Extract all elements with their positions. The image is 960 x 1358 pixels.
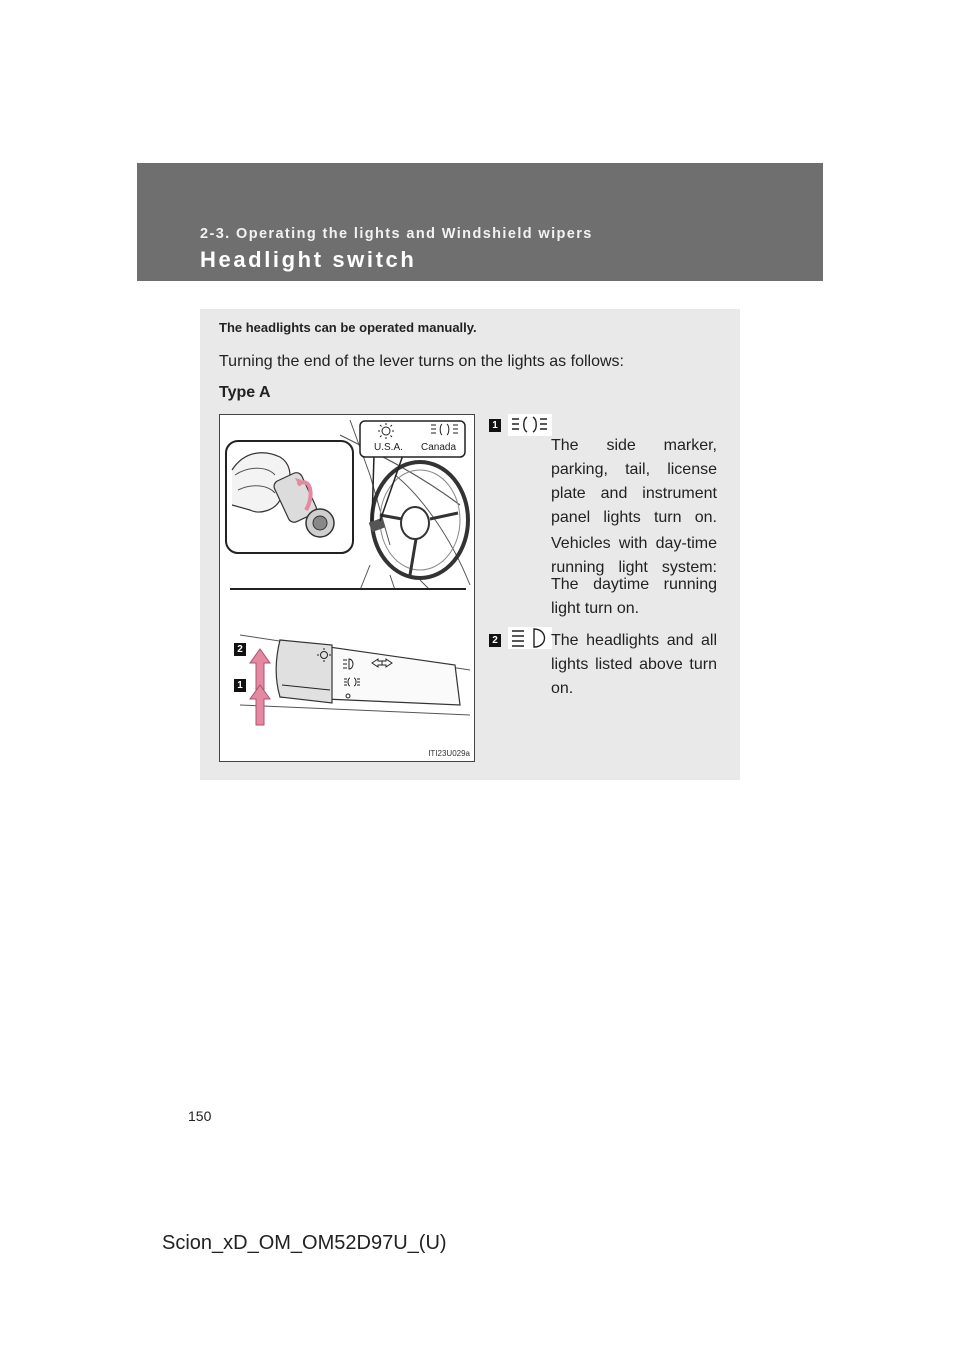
item-1-drl-note: Vehicles with day-time running light system: bbox=[551, 535, 717, 576]
page-number: 150 bbox=[188, 1108, 212, 1124]
page-title: Headlight switch bbox=[200, 247, 417, 272]
side-marker-lights-icon bbox=[508, 414, 552, 436]
arrow-badge-1: 1 bbox=[234, 679, 246, 692]
item-1-description: The side marker, parking, tail, license plate and instrument panel lights turn on. bbox=[551, 437, 717, 526]
item-2-description: The headlights and all lights listed above turn on. bbox=[551, 632, 717, 697]
item-number-2: 2 bbox=[489, 634, 501, 647]
section-label: 2-3. Operating the lights and Windshield wipers bbox=[200, 226, 593, 242]
intro-heading: The headlights can be operated manually. bbox=[219, 320, 477, 335]
headlights-icon bbox=[508, 627, 552, 649]
headlight-lever-illustration bbox=[219, 414, 475, 762]
arrow-badge-2: 2 bbox=[234, 643, 246, 656]
label-canada: Canada bbox=[421, 442, 457, 453]
type-label: Type A bbox=[219, 384, 271, 401]
figure-code: ITI23U029a bbox=[428, 749, 470, 758]
item-number-1: 1 bbox=[489, 419, 501, 432]
label-usa: U.S.A. bbox=[374, 442, 403, 453]
steering-wheel-icon bbox=[372, 462, 468, 578]
document-code: Scion_xD_OM_OM52D97U_(U) bbox=[162, 1232, 447, 1254]
arrow-up-1-icon bbox=[250, 685, 270, 725]
intro-text: Turning the end of the lever turns on the lights as follows: bbox=[219, 353, 624, 370]
lever-drawing bbox=[220, 415, 476, 763]
item-1-drl-result: The daytime running light turn on. bbox=[551, 576, 717, 617]
arrow-up-2-icon bbox=[250, 649, 270, 690]
